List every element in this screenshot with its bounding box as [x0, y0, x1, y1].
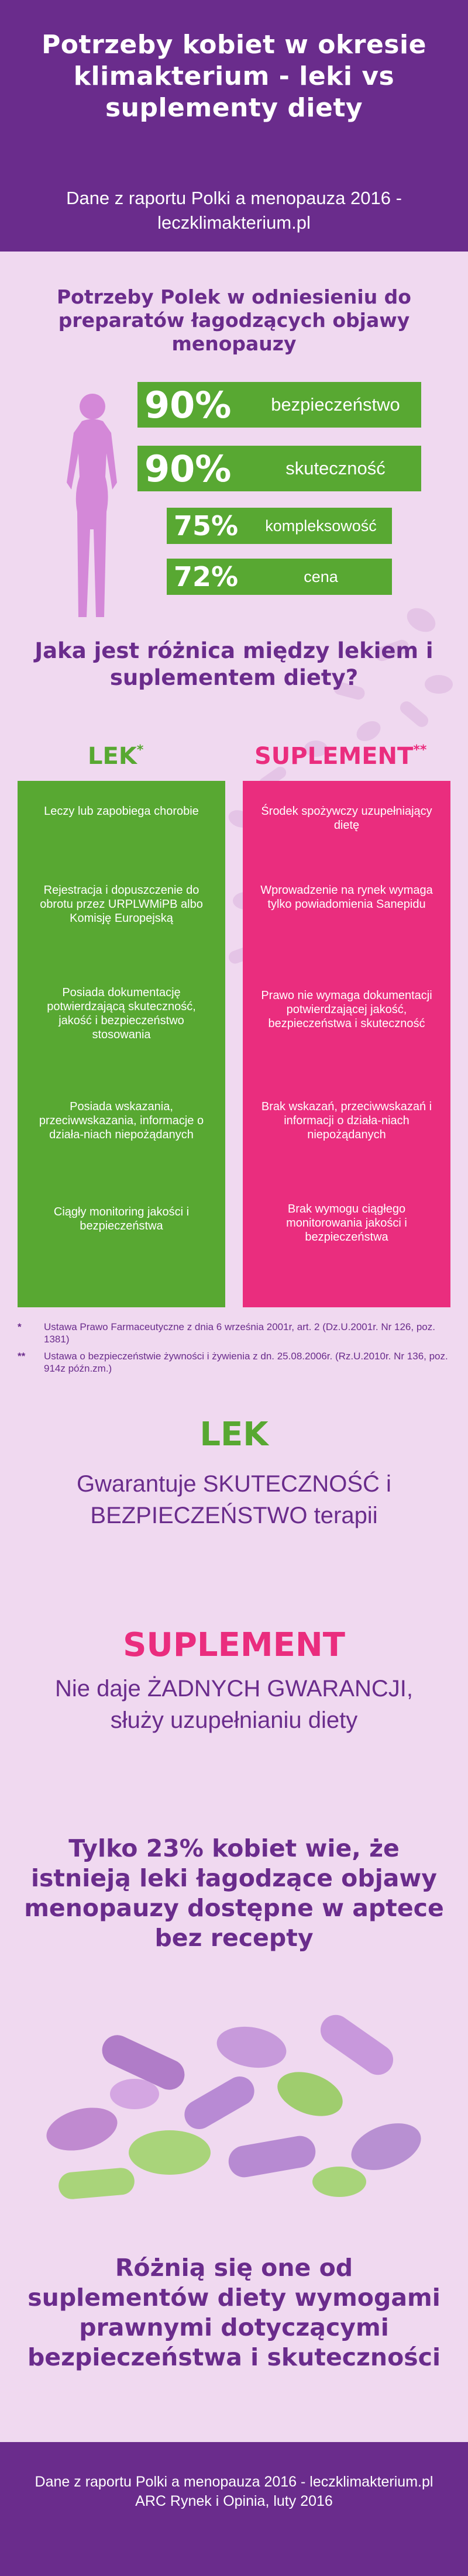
suplement-item: Prawo nie wymaga dokumentacji potwierdzającej jakość, bezpieczeństwa i skuteczność — [261, 989, 432, 1030]
lek-header-text: LEK — [88, 743, 137, 770]
suplement-summary-text: Nie daje ŻADNYCH GWARANCJI, służy uzupełnianiu diety — [55, 1676, 413, 1733]
page-subtitle: Dane z raportu Polki a menopauza 2016 - leczklimakterium.pl — [66, 188, 402, 233]
stat-value: 90% — [144, 447, 232, 490]
difference-title: Jaka jest różnica między lekiem i suplementem diety? — [35, 638, 433, 690]
suplement-item: Środek spożywczy uzupełniający dietę — [261, 805, 432, 832]
lek-footnote-mark: * — [136, 743, 144, 757]
suplement-item: Brak wymogu ciągłego monitorowania jakości i bezpieczeństwa — [286, 1203, 407, 1244]
lek-item: Leczy lub zapobiega chorobie — [44, 805, 199, 818]
lek-item: Posiada wskazania, przeciwwskazania, informacje o działa-niach niepożądanych — [39, 1100, 204, 1141]
suplement-footnote-mark: ** — [413, 743, 427, 757]
footer-banner — [0, 2442, 468, 2576]
stat-value: 75% — [174, 510, 239, 542]
stat-value: 72% — [174, 561, 239, 593]
suplement-panel — [243, 781, 450, 1307]
stat-effectiveness — [137, 446, 421, 491]
suplement-summary-header: SUPLEMENT — [123, 1626, 345, 1664]
lek-item: Ciągły monitoring jakości i bezpieczeństwa — [53, 1206, 190, 1232]
lek-summary-header: LEK — [199, 1416, 269, 1454]
lek-item: Posiada dokumentację potwierdzającą skuteczność, jakość i bezpieczeństwo stosowania — [47, 986, 196, 1041]
stat-comprehensiveness — [167, 508, 392, 544]
suplement-item: Wprowadzenie na rynek wymaga tylko powiadomienia Sanepidu — [260, 884, 433, 911]
closing-text: Różnią się one od suplementów diety wymogami prawnymi dotyczącymi bezpieczeństwa i skuteczności — [27, 2254, 441, 2371]
awareness-text: Tylko 23% kobiet wie, że istnieją leki łagodzące objawy menopauzy dostępne w aptece bez recepty — [24, 1834, 444, 1952]
suplement-item: Brak wskazań, przeciwwskazań i informacji o działa-niach niepożądanych — [261, 1100, 432, 1141]
lek-column-header — [88, 743, 143, 770]
footnote-mark: ** — [18, 1351, 26, 1362]
stat-label: bezpieczeństwo — [271, 394, 400, 415]
footnote-text: Ustawa o bezpieczeństwie żywności i żywienia z dn. 25.08.2006r. (Rz.U.2010r. Nr 136, poz. 914z późn.zm.) — [44, 1351, 448, 1374]
stat-safety — [137, 382, 421, 428]
footer-source: Dane z raportu Polki a menopauza 2016 - leczklimakterium.pl ARC Rynek i Opinia, luty 2016 — [35, 2474, 433, 2509]
lek-item: Rejestracja i dopuszczenie do obrotu przez URPLWMiPB albo Komisję Europejską — [40, 884, 203, 925]
stat-label: skuteczność — [285, 458, 386, 478]
pill-pile-icon — [35, 2006, 433, 2205]
stat-value: 90% — [144, 383, 232, 426]
footnote — [18, 1350, 450, 1375]
stat-price — [167, 559, 392, 595]
suplement-header-text: SUPLEMENT — [254, 743, 414, 770]
lek-panel — [18, 781, 225, 1307]
footnote — [18, 1321, 450, 1345]
woman-silhouette-icon — [46, 389, 133, 623]
footnote-text: Ustawa Prawo Farmaceutyczne z dnia 6 września 2001r, art. 2 (Dz.U.2001r. Nr 126, poz. 1381) — [44, 1321, 435, 1345]
suplement-column-header — [254, 743, 426, 770]
lek-summary-text: Gwarantuje SKUTECZNOŚĆ i BEZPIECZEŃSTWO terapii — [77, 1471, 391, 1528]
stat-label: kompleksowość — [265, 516, 377, 535]
page-title: Potrzeby kobiet w okresie klimakterium - leki vs suplementy diety — [42, 30, 426, 123]
stat-label: cena — [304, 567, 338, 586]
footnote-mark: * — [18, 1321, 22, 1332]
header-banner — [0, 0, 468, 252]
needs-title: Potrzeby Polek w odniesieniu do preparatów łagodzących objawy menopauzy — [57, 285, 411, 355]
